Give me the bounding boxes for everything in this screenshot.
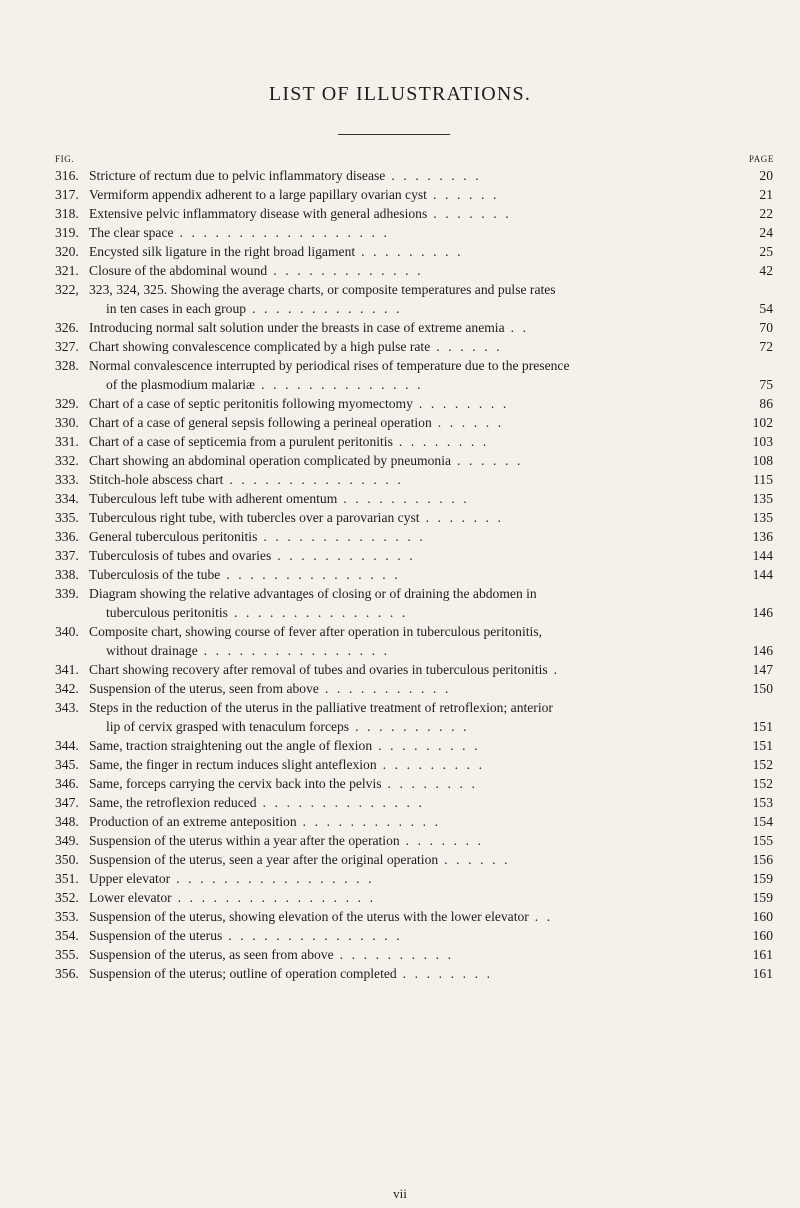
- list-item: [0, 508, 800, 527]
- figure-caption: [89, 489, 469, 508]
- page-number: 42: [759, 263, 773, 278]
- caption-text: Encysted silk ligature in the right broad ligament: [89, 244, 356, 259]
- list-item: [0, 717, 800, 736]
- figure-caption: [89, 546, 415, 565]
- leader-dots: . . . . . . . . . . . . . . .: [227, 605, 408, 620]
- list-item: [0, 812, 800, 831]
- figure-number: 330.: [55, 415, 79, 430]
- figure-caption: [89, 812, 441, 831]
- leader-dots: . . . . . . . . .: [372, 738, 481, 753]
- page-number: 147: [752, 662, 773, 677]
- figure-caption: [89, 413, 504, 432]
- figure-number: 319.: [55, 225, 79, 240]
- figure-caption: [89, 280, 556, 299]
- page-number: 159: [752, 890, 773, 905]
- caption-text: Chart of a case of septic peritonitis following myomectomy: [89, 396, 413, 411]
- caption-text: Tuberculosis of tubes and ovaries: [89, 548, 272, 563]
- page-number: 161: [752, 947, 773, 962]
- figure-number: 353.: [55, 909, 79, 924]
- caption-text: without drainage: [106, 643, 198, 658]
- figure-caption: [106, 641, 390, 660]
- list-item: [0, 831, 800, 850]
- figure-caption: [89, 888, 376, 907]
- figure-number: 344.: [55, 738, 79, 753]
- list-item: [0, 337, 800, 356]
- figure-number: 354.: [55, 928, 79, 943]
- leader-dots: . . . . . . . .: [412, 396, 509, 411]
- list-item: [0, 945, 800, 964]
- list-item: [0, 755, 800, 774]
- page-number: 70: [759, 320, 773, 335]
- leader-dots: . . . . . . . . . . . . . . . . .: [171, 890, 376, 905]
- figure-number: 352.: [55, 890, 79, 905]
- figure-caption: [89, 337, 502, 356]
- page-number: 24: [759, 225, 773, 240]
- leader-dots: . . . . . . . . . . . . .: [246, 301, 403, 316]
- figure-number: 351.: [55, 871, 79, 886]
- leader-dots: . . . . . . . . . . . . . . .: [220, 567, 401, 582]
- figure-number: 321.: [55, 263, 79, 278]
- list-item: [0, 679, 800, 698]
- figure-caption: [89, 584, 537, 603]
- list-item: [0, 660, 800, 679]
- caption-text: Composite chart, showing course of fever after operation in tuberculous peritonitis,: [89, 624, 543, 639]
- caption-text: Introducing normal salt solution under the breasts in case of extreme anemia: [89, 320, 505, 335]
- figure-caption: [89, 698, 553, 717]
- figure-number: 347.: [55, 795, 79, 810]
- caption-text: 323, 324, 325. Showing the average charts, or composite temperatures and pulse rates: [89, 282, 556, 297]
- leader-dots: . . . . . . . . . . . .: [296, 814, 441, 829]
- figure-caption: [89, 964, 493, 983]
- figure-number: 348.: [55, 814, 79, 829]
- figure-caption: [106, 299, 402, 318]
- caption-text: Stricture of rectum due to pelvic inflammatory disease: [89, 168, 386, 183]
- page-folio: vii: [393, 1186, 407, 1201]
- page-number: 75: [759, 377, 773, 392]
- leader-dots: . . . . . . .: [419, 510, 504, 525]
- list-item: [0, 546, 800, 565]
- page-title: LIST OF ILLUSTRATIONS.: [268, 83, 532, 105]
- caption-text: Extensive pelvic inflammatory disease with general adhesions: [89, 206, 428, 221]
- list-item: [0, 698, 800, 717]
- leader-dots: . .: [528, 909, 553, 924]
- caption-text: Chart showing recovery after removal of tubes and ovaries in tuberculous peritonitis: [89, 662, 548, 677]
- caption-text: Suspension of the uterus, seen from above: [89, 681, 319, 696]
- figure-number: 356.: [55, 966, 79, 981]
- leader-dots: . . . . . . . .: [392, 434, 489, 449]
- fig-column-header: FIG.: [55, 154, 75, 164]
- figure-number: 322,: [55, 282, 79, 297]
- list-item: [0, 394, 800, 413]
- page-number: 72: [759, 339, 773, 354]
- page-number: 115: [753, 472, 773, 487]
- leader-dots: . . . . . . . . . . . . . . . .: [197, 643, 390, 658]
- list-item: [0, 375, 800, 394]
- figure-number: 341.: [55, 662, 79, 677]
- leader-dots: . . . . . . . . . . . . . . .: [223, 472, 404, 487]
- page-number: 54: [759, 301, 773, 316]
- figure-caption: [89, 926, 402, 945]
- leader-dots: . . . . . . . . . .: [349, 719, 470, 734]
- list-item: [0, 451, 800, 470]
- page-number: 135: [752, 510, 773, 525]
- list-item: [0, 964, 800, 983]
- figure-number: 339.: [55, 586, 79, 601]
- caption-text: Same, traction straightening out the angle of flexion: [89, 738, 373, 753]
- figure-caption: [89, 527, 425, 546]
- figure-caption: [89, 774, 478, 793]
- caption-text: Tuberculous right tube, with tubercles over a parovarian cyst: [89, 510, 420, 525]
- list-item: [0, 223, 800, 242]
- caption-text: Chart showing convalescence complicated by a high pulse rate: [89, 339, 431, 354]
- leader-dots: . . . . . . . .: [385, 168, 482, 183]
- figure-number: 340.: [55, 624, 79, 639]
- list-item: [0, 527, 800, 546]
- list-item: [0, 299, 800, 318]
- figure-caption: [106, 717, 469, 736]
- figure-number: 320.: [55, 244, 79, 259]
- leader-dots: . . . . . . . . . . .: [337, 491, 470, 506]
- figure-number: 329.: [55, 396, 79, 411]
- figure-caption: [89, 242, 463, 261]
- page-number: 159: [752, 871, 773, 886]
- illustration-list: [0, 166, 800, 983]
- figure-number: 317.: [55, 187, 79, 202]
- leader-dots: . . . . . .: [431, 415, 504, 430]
- figure-number: 334.: [55, 491, 79, 506]
- list-item: [0, 204, 800, 223]
- page-number: 152: [752, 776, 773, 791]
- leader-dots: . . . . . . . . . . . . . . . . . .: [173, 225, 390, 240]
- figure-caption: [89, 869, 374, 888]
- page-number: 146: [752, 605, 773, 620]
- caption-text: Steps in the reduction of the uterus in the palliative treatment of retroflexion; anterior: [89, 700, 553, 715]
- figure-caption: [89, 508, 504, 527]
- page-number: 156: [752, 852, 773, 867]
- list-item: [0, 261, 800, 280]
- caption-text: Upper elevator: [89, 871, 171, 886]
- page-number: 160: [752, 909, 773, 924]
- list-item: [0, 185, 800, 204]
- figure-caption: [89, 907, 553, 926]
- figure-caption: [89, 660, 560, 679]
- list-item: [0, 603, 800, 622]
- caption-text: The clear space: [89, 225, 174, 240]
- leader-dots: . . . . . . . . .: [376, 757, 485, 772]
- leader-dots: . . . . . . . . . . .: [318, 681, 451, 696]
- leader-dots: . . . . . .: [438, 852, 511, 867]
- page-number: 108: [752, 453, 773, 468]
- figure-caption: [89, 204, 511, 223]
- figure-caption: [89, 261, 423, 280]
- list-item: [0, 584, 800, 603]
- figure-caption: [89, 318, 529, 337]
- leader-dots: . .: [504, 320, 529, 335]
- caption-text: Lower elevator: [89, 890, 172, 905]
- page-number: 150: [752, 681, 773, 696]
- page-number: 135: [752, 491, 773, 506]
- list-item: [0, 565, 800, 584]
- caption-text: Chart of a case of septicemia from a purulent peritonitis: [89, 434, 393, 449]
- figure-caption: [89, 432, 489, 451]
- figure-number: 342.: [55, 681, 79, 696]
- figure-caption: [89, 793, 425, 812]
- caption-text: Production of an extreme anteposition: [89, 814, 297, 829]
- page-number: 160: [752, 928, 773, 943]
- figure-number: 338.: [55, 567, 79, 582]
- figure-number: 350.: [55, 852, 79, 867]
- page-number: 151: [752, 719, 773, 734]
- figure-caption: [106, 375, 423, 394]
- figure-caption: [89, 185, 499, 204]
- caption-text: Suspension of the uterus; outline of operation completed: [89, 966, 397, 981]
- figure-caption: [89, 451, 523, 470]
- page-number: 22: [759, 206, 773, 221]
- leader-dots: . . . . . . . . . . . . . . . . .: [170, 871, 375, 886]
- caption-text: Suspension of the uterus, seen a year after the original operation: [89, 852, 439, 867]
- leader-dots: . . . . . . . . . . . . .: [267, 263, 424, 278]
- figure-caption: [89, 945, 454, 964]
- caption-text: Chart of a case of general sepsis following a perineal operation: [89, 415, 432, 430]
- list-item: [0, 793, 800, 812]
- list-item: [0, 318, 800, 337]
- figure-number: 326.: [55, 320, 79, 335]
- figure-number: 331.: [55, 434, 79, 449]
- leader-dots: . . . . . . . . . . . . . .: [257, 529, 426, 544]
- page-number: 154: [752, 814, 773, 829]
- leader-dots: . . . . . . . . . . . .: [271, 548, 416, 563]
- page-number: 102: [752, 415, 773, 430]
- figure-number: 343.: [55, 700, 79, 715]
- figure-caption: [89, 679, 451, 698]
- list-item: [0, 489, 800, 508]
- list-item: [0, 641, 800, 660]
- caption-text: Same, the retroflexion reduced: [89, 795, 257, 810]
- list-item: [0, 432, 800, 451]
- figure-number: 337.: [55, 548, 79, 563]
- leader-dots: . . . . . . .: [427, 206, 512, 221]
- caption-text: Same, the finger in rectum induces slight anteflexion: [89, 757, 377, 772]
- caption-text: Normal convalescence interrupted by periodical rises of temperature due to the presence: [89, 358, 570, 373]
- list-item: [0, 622, 800, 641]
- figure-caption: [89, 394, 509, 413]
- caption-text: lip of cervix grasped with tenaculum forceps: [106, 719, 350, 734]
- figure-number: 336.: [55, 529, 79, 544]
- caption-text: in ten cases in each group: [106, 301, 247, 316]
- figure-number: 332.: [55, 453, 79, 468]
- list-item: [0, 888, 800, 907]
- leader-dots: . . . . . .: [426, 187, 499, 202]
- list-item: [0, 736, 800, 755]
- caption-text: Suspension of the uterus within a year after the operation: [89, 833, 400, 848]
- list-item: [0, 413, 800, 432]
- caption-text: General tuberculous peritonitis: [89, 529, 258, 544]
- caption-text: Suspension of the uterus, as seen from above: [89, 947, 334, 962]
- page-number: 155: [752, 833, 773, 848]
- caption-text: Stitch-hole abscess chart: [89, 472, 224, 487]
- figure-caption: [89, 565, 400, 584]
- figure-caption: [89, 622, 542, 641]
- figure-caption: [89, 736, 480, 755]
- figure-number: 318.: [55, 206, 79, 221]
- leader-dots: . . . . . . . .: [381, 776, 478, 791]
- leader-dots: .: [547, 662, 560, 677]
- page-number: 103: [752, 434, 773, 449]
- caption-text: Same, forceps carrying the cervix back into the pelvis: [89, 776, 382, 791]
- title-rule: [338, 134, 450, 135]
- list-item: [0, 850, 800, 869]
- page-number: 144: [752, 548, 773, 563]
- list-item: [0, 470, 800, 489]
- list-item: [0, 166, 800, 185]
- caption-text: of the plasmodium malariæ: [106, 377, 256, 392]
- list-item: [0, 356, 800, 375]
- figure-number: 333.: [55, 472, 79, 487]
- page-number: 152: [752, 757, 773, 772]
- leader-dots: . . . . . . . .: [396, 966, 493, 981]
- page-number: 136: [752, 529, 773, 544]
- caption-text: Suspension of the uterus: [89, 928, 223, 943]
- caption-text: Closure of the abdominal wound: [89, 263, 268, 278]
- caption-text: Tuberculosis of the tube: [89, 567, 221, 582]
- figure-number: 328.: [55, 358, 79, 373]
- figure-caption: [89, 166, 481, 185]
- leader-dots: . . . . . .: [451, 453, 524, 468]
- list-item: [0, 907, 800, 926]
- leader-dots: . . . . . . . . . .: [333, 947, 454, 962]
- list-item: [0, 869, 800, 888]
- leader-dots: . . . . . . . . . . . . . .: [255, 377, 424, 392]
- list-item: [0, 774, 800, 793]
- figure-caption: [89, 831, 484, 850]
- page-column-header: PAGE: [748, 154, 774, 164]
- caption-text: Chart showing an abdominal operation complicated by pneumonia: [89, 453, 452, 468]
- figure-caption: [89, 356, 569, 375]
- figure-caption: [89, 470, 403, 489]
- figure-number: 346.: [55, 776, 79, 791]
- caption-text: Vermiform appendix adherent to a large papillary ovarian cyst: [89, 187, 427, 202]
- figure-number: 335.: [55, 510, 79, 525]
- list-item: [0, 280, 800, 299]
- figure-caption: [89, 755, 485, 774]
- figure-caption: [89, 223, 389, 242]
- figure-number: 316.: [55, 168, 79, 183]
- caption-text: Tuberculous left tube with adherent omentum: [89, 491, 338, 506]
- leader-dots: . . . . . .: [430, 339, 503, 354]
- page-number: 20: [759, 168, 773, 183]
- list-item: [0, 242, 800, 261]
- page-number: 153: [752, 795, 773, 810]
- page-number: 21: [759, 187, 773, 202]
- page-number: 161: [752, 966, 773, 981]
- list-item: [0, 926, 800, 945]
- caption-text: tuberculous peritonitis: [106, 605, 228, 620]
- page-number: 25: [759, 244, 773, 259]
- figure-number: 345.: [55, 757, 79, 772]
- page-number: 146: [752, 643, 773, 658]
- leader-dots: . . . . . . . . . . . . . .: [256, 795, 425, 810]
- figure-caption: [89, 850, 510, 869]
- leader-dots: . . . . . . .: [399, 833, 484, 848]
- caption-text: Suspension of the uterus, showing elevation of the uterus with the lower elevator: [89, 909, 529, 924]
- figure-number: 349.: [55, 833, 79, 848]
- leader-dots: . . . . . . . . . . . . . . .: [222, 928, 403, 943]
- caption-text: Diagram showing the relative advantages of closing or of draining the abdomen in: [89, 586, 537, 601]
- page-number: 151: [752, 738, 773, 753]
- page-number: 86: [759, 396, 773, 411]
- figure-number: 327.: [55, 339, 79, 354]
- figure-number: 355.: [55, 947, 79, 962]
- page-number: 144: [752, 567, 773, 582]
- leader-dots: . . . . . . . . .: [355, 244, 464, 259]
- figure-caption: [106, 603, 408, 622]
